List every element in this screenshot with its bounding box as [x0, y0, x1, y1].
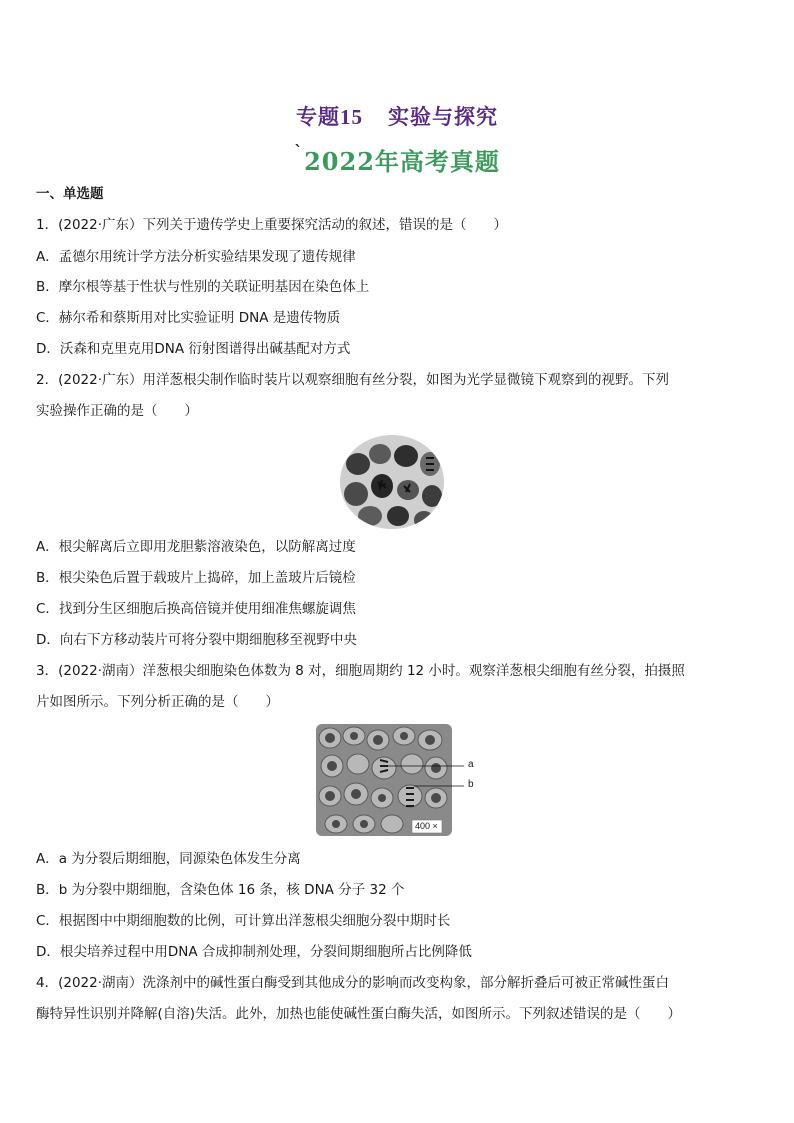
q4-stem-line2: 酶特异性识别并降解(自溶)失活。此外，加热也能使碱性蛋白酶失活，如图所示。下列叙述错误的是（ ）: [36, 1006, 682, 1022]
q4-stem-line1: 4．(2022·湖南）洗涤剂中的碱性蛋白酶受到其他成分的影响而改变构象，部分解折叠后可被正常碱性蛋白: [36, 975, 670, 991]
title-main: 实验与探究: [387, 105, 498, 129]
q3-option-b: B．b 为分裂中期细胞，含染色体 16 条，核 DNA 分子 32 个: [36, 882, 405, 898]
page-subtitle: [0, 142, 794, 177]
q1-option-d: D．沃森和克里克用DNA 衍射图谱得出碱基配对方式: [36, 341, 351, 357]
section-heading: 一、单选题: [36, 186, 104, 202]
q3-stem-line2: 片如图所示。下列分析正确的是（ ）: [36, 694, 279, 710]
subtitle-text: 2022年高考真题: [304, 147, 500, 176]
title-prefix: 专题15: [296, 105, 364, 129]
root-tip-micrograph: [316, 724, 486, 838]
q2-stem-line1: 2．(2022·广东）用洋葱根尖制作临时装片以观察细胞有丝分裂，如图为光学显微镜下观察到的视野。下列: [36, 372, 670, 388]
q3-option-a: A．a 为分裂后期细胞，同源染色体发生分离: [36, 851, 301, 867]
q3-option-d: D．根尖培养过程中用DNA 合成抑制剂处理，分裂间期细胞所占比例降低: [36, 944, 472, 960]
q1-option-b: B．摩尔根等基于性状与性别的关联证明基因在染色体上: [36, 279, 370, 295]
page-title: [0, 101, 794, 131]
q2-option-c: C．找到分生区细胞后换高倍镜并使用细准焦螺旋调焦: [36, 601, 356, 617]
q2-option-d: D．向右下方移动装片可将分裂中期细胞移至视野中央: [36, 632, 357, 648]
q1-option-c: C．赫尔希和蔡斯用对比实验证明 DNA 是遗传物质: [36, 310, 341, 326]
subtitle-tick: `: [294, 142, 304, 161]
q3-option-c: C．根据图中中期细胞数的比例，可计算出洋葱根尖细胞分裂中期时长: [36, 913, 451, 929]
q2-option-a: A．根尖解离后立即用龙胆紫溶液染色，以防解离过度: [36, 539, 356, 555]
microscope-field-image: [338, 434, 446, 530]
magnification-label: 400 ×: [415, 821, 438, 831]
q1-option-a: A．孟德尔用统计学方法分析实验结果发现了遗传规律: [36, 249, 356, 265]
q2-option-b: B．根尖染色后置于载玻片上捣碎，加上盖玻片后镜检: [36, 570, 356, 586]
figure-label-a: a: [468, 759, 474, 770]
q1-stem: 1．(2022·广东）下列关于遗传学史上重要探究活动的叙述，错误的是（ ）: [36, 217, 508, 233]
figure-label-b: b: [468, 779, 474, 790]
q2-stem-line2: 实验操作正确的是（ ）: [36, 403, 198, 419]
q3-stem-line1: 3．(2022·湖南）洋葱根尖细胞染色体数为 8 对，细胞周期约 12 小时。观察洋葱根尖细胞有丝分裂，拍摄照: [36, 663, 685, 679]
